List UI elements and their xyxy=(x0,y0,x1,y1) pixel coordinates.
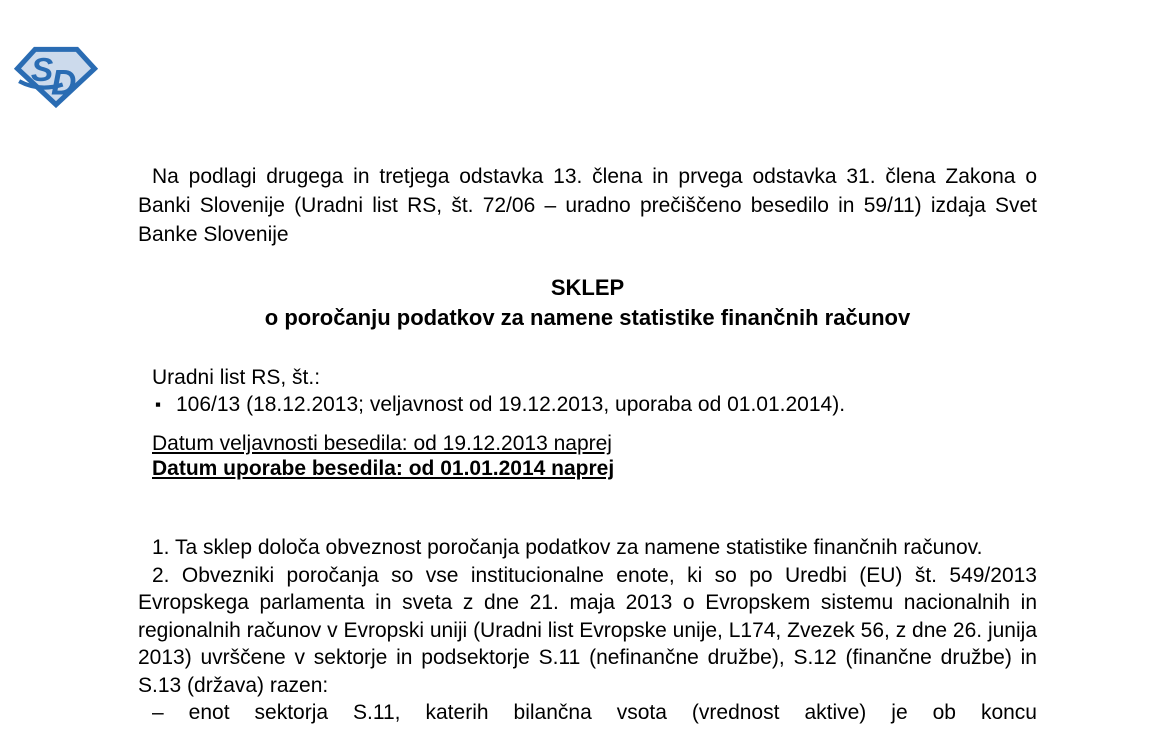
gazette-item-text: 106/13 (18.12.2013; veljavnost od 19.12.2013, uporaba od 01.01.2014). xyxy=(176,393,846,416)
square-bullet-icon: ▪ xyxy=(155,395,162,414)
gazette-label: Uradni list RS, št.: xyxy=(152,366,321,389)
logo-letter-s: S xyxy=(30,52,54,90)
validity-date-line: Datum veljavnosti besedila: od 19.12.2013 naprej xyxy=(152,432,612,455)
body-paragraph-1: 1. Ta sklep določa obveznost poročanja podatkov za namene statistike finančnih računov. xyxy=(152,536,983,559)
sd-shield-logo-icon xyxy=(14,46,98,108)
decree-subtitle: o poročanju podatkov za namene statistike finančnih računov xyxy=(264,305,911,330)
document-content xyxy=(138,0,1037,727)
body-paragraph-2: 2. Obvezniki poročanja so vse institucionalne enote, ki so po Uredbi (EU) št. 549/2013 Evropskega parlamenta in sveta z dne 21. maja 2013 o Evropskem sistemu nacionalnih in regionalnih računov v Evropski uniji (Uradni list Evropske unije, L174, Zvezek 56, z dne 26. junija 2013) uvrščene v sektorje in podsektorje S.11 (nefinančne družbe), S.12 (finančne družbe) in S.13 (država) razen: xyxy=(138,563,1037,697)
usage-date-line: Datum uporabe besedila: od 01.01.2014 naprej xyxy=(152,457,615,480)
intro-paragraph: Na podlagi drugega in tretjega odstavka 13. člena in prvega odstavka 31. člena Zakona o Banki Slovenije (Uradni list RS, št. 72/06 – uradno prečiščeno besedilo in 59/11) izdaja Svet Banke Slovenije xyxy=(138,165,1037,246)
sd-shield-logo-graphic xyxy=(14,46,98,108)
gazette-list-item xyxy=(155,391,1037,418)
logo-letter-d: D xyxy=(50,63,77,103)
decree-title: SKLEP xyxy=(550,275,625,300)
dash-list-item: – enot sektorja S.11, katerih bilančna vsota (vrednost aktive) je ob koncu xyxy=(152,701,1037,724)
